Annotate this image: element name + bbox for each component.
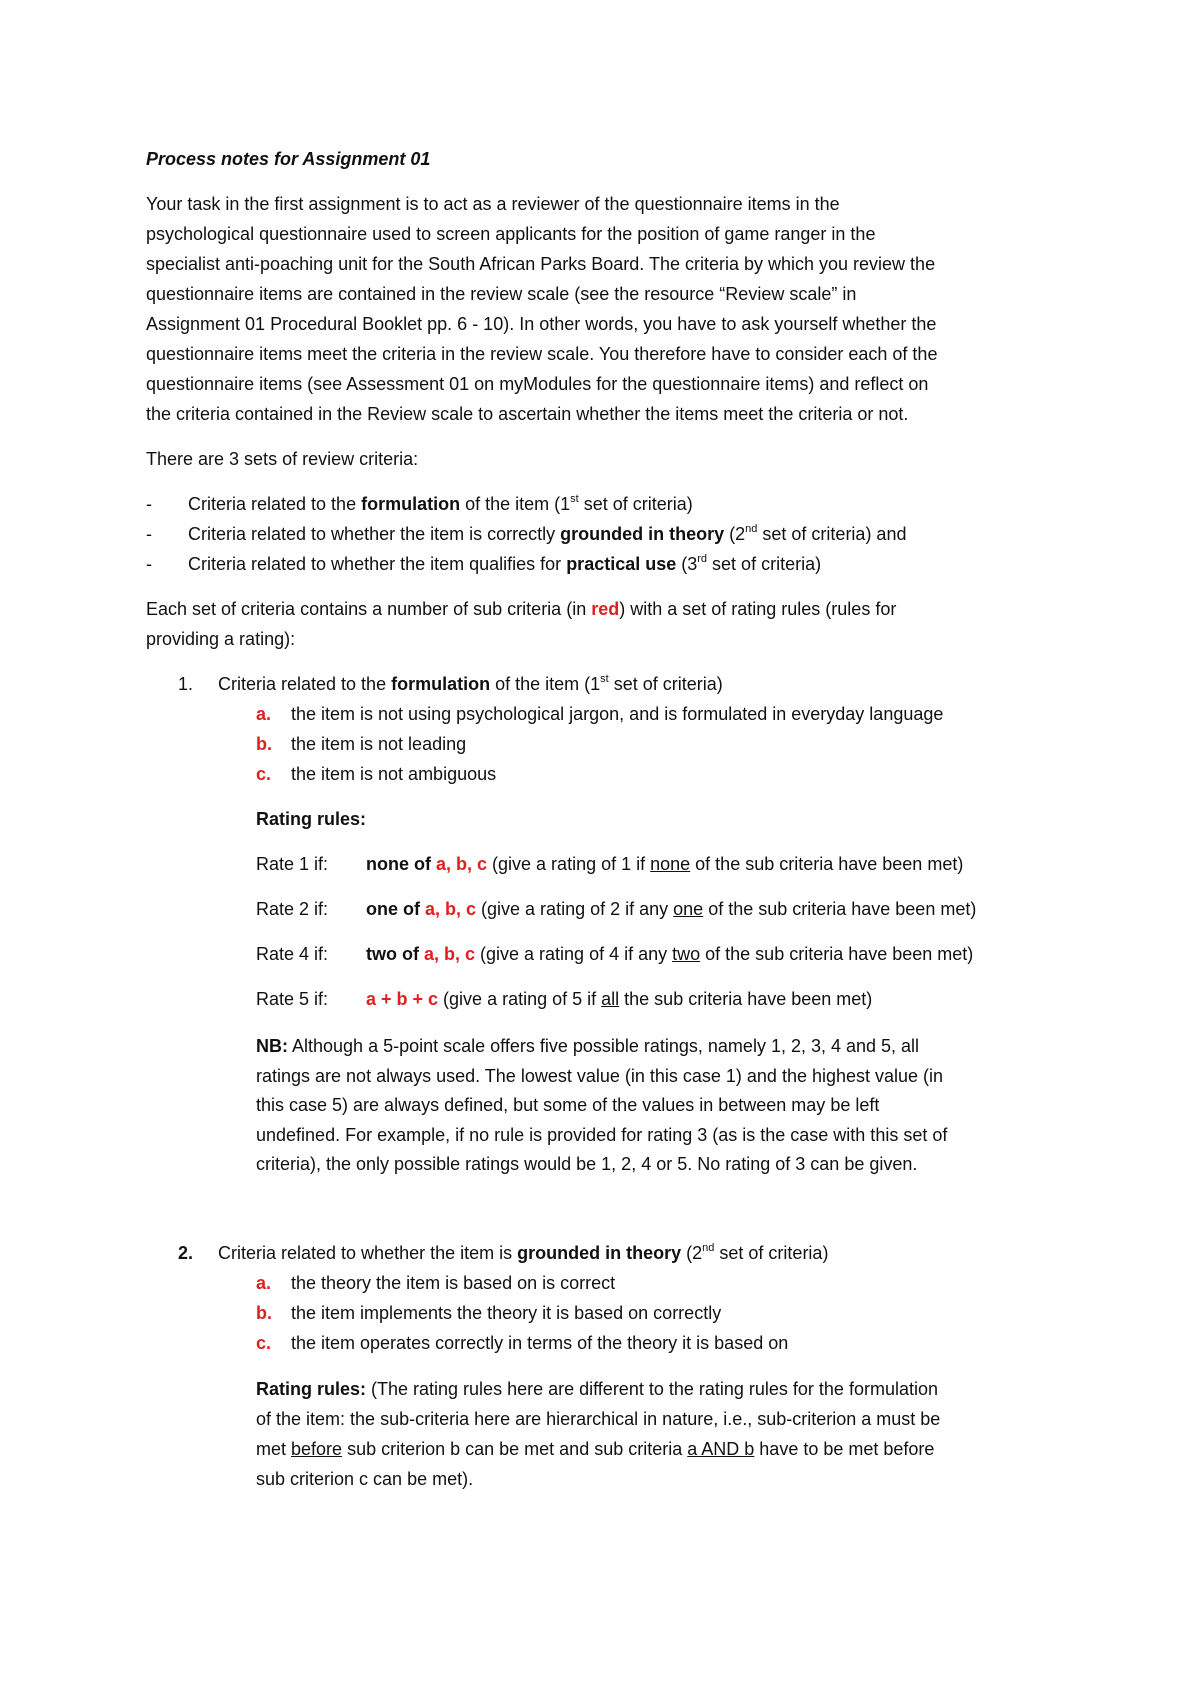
page-title: Process notes for Assignment 01 xyxy=(146,149,431,169)
sub-criteria-intro: Each set of criteria contains a number of sub criteria (in red) with a set of rating rules (rules for xyxy=(146,599,897,619)
list-item-text: Criteria related to the formulation of the item (1st set of criteria) xyxy=(188,493,693,514)
sub-criteria-intro-line2: providing a rating): xyxy=(146,629,296,649)
list-item-text: Criteria related to whether the item qualifies for practical use (3rd set of criteria) xyxy=(188,553,822,574)
intro-line: psychological questionnaire used to screen applicants for the position of game ranger in the xyxy=(146,224,876,244)
dash-marker: - xyxy=(146,524,152,544)
document-page: Process notes for Assignment 01 Your task in the first assignment is to act as a reviewer of the questionnaire items in the psychological questionnaire used to screen applicants for the position of game ranger in the specialist anti-poaching unit for the South African Parks Board. The criteria by which you review the questionnaire items are contained in the review scale (see the resource “Review scale” in Assignment 01 Procedural Booklet pp. 6 - 10). In other words, you have to ask yourself whether the questionnaire items meet the criteria in the review scale. You therefore have to consider each of the questionnaire items (see Assessment 01 on myModules for the questionnaire items) and reflect on the criteria contained in the Review scale to ascertain whether the items meet the criteria or not. There are 3 sets of review criteria: - Criteria related to the formulation of the item (1st set of criteria) - Criteria related to whether the item is correctly grounded in theory (2nd set of criteria) and - Criteria related to whether the item qualifies for practical use (3rd set of criteria) Each set of criteria contains a number of sub criteria (in red) with a set of rating rules (rules for providing a rating): 1. Criteria related to the formulation of the item (1st set of criteria) a. the item is not using psychological jargon, and is formulated in everyday language b. the item is not leading c. the item is not ambiguous Rating rules: Rate 1 if: none of a, b, c (give a rating of 1 if none of the sub criteria have been met) Rate 2 if: one of a, b, c (give a rating of 2 if any one of the sub criteria have been met) Rate 4 if: two of a, b, c (give a rating of 4 if any two of the sub criteria have been met) Rate 5 if: a + b + c (give a rating of 5 if all the sub criteria have been met) NB: Although a 5-point scale offers five possible ratings, namely 1, 2, 3, 4 and 5, all ratings are not always used. The lowest value (in this case 1) and the highest value (in this case 5) are always defined, but some of the values in between may be left undefined. For example, if no rule is provided for rating 3 (as is the case with this set of criteria), the only possible ratings would be 1, 2, 4 or 5. No rating of 3 can be given. 2. Criteria related to whether the item is grounded in theory (2nd set of criteria) a. the theory the item is based on is correct b. the item implements the theory it is based on correctly c. the item operates correctly in terms of the theory it is based on Rating rules: (The rating rules here are different to the rating rules for the formulation of the item: the sub-criteria here are hierarchical in nature, i.e., sub-criterion a must be met before sub criterion b can be met and sub criteria a AND b have to be met before sub criterion c can be met). xyxy=(0,0,1200,1696)
dash-marker: - xyxy=(146,554,152,574)
intro-line: questionnaire items (see Assessment 01 on myModules for the questionnaire items) and reflect on xyxy=(146,374,929,394)
list-item-text: Criteria related to whether the item is correctly grounded in theory (2nd set of criteria) and xyxy=(188,523,907,544)
intro-line: specialist anti-poaching unit for the South African Parks Board. The criteria by which you review the xyxy=(146,254,936,274)
section-number: 2. xyxy=(178,1243,194,1263)
intro-line: the criteria contained in the Review scale to ascertain whether the items meet the criteria or not. xyxy=(146,404,909,424)
sets-intro: There are 3 sets of review criteria: xyxy=(146,449,419,469)
rating-rules-heading: Rating rules: xyxy=(256,809,367,829)
section-heading-text: Criteria related to the formulation of the item (1st set of criteria) xyxy=(218,673,723,694)
section-number: 1. xyxy=(178,674,194,694)
intro-line: Your task in the first assignment is to act as a reviewer of the questionnaire items in the xyxy=(146,194,840,214)
intro-line: questionnaire items are contained in the review scale (see the resource “Review scale” in xyxy=(146,284,857,304)
section-heading-text: Criteria related to whether the item is grounded in theory (2nd set of criteria) xyxy=(218,1242,829,1263)
intro-line: Assignment 01 Procedural Booklet pp. 6 - 10). In other words, you have to ask yourself whether the xyxy=(146,314,937,334)
dash-marker: - xyxy=(146,494,152,514)
intro-line: questionnaire items meet the criteria in the review scale. You therefore have to consider each of the xyxy=(146,344,938,364)
